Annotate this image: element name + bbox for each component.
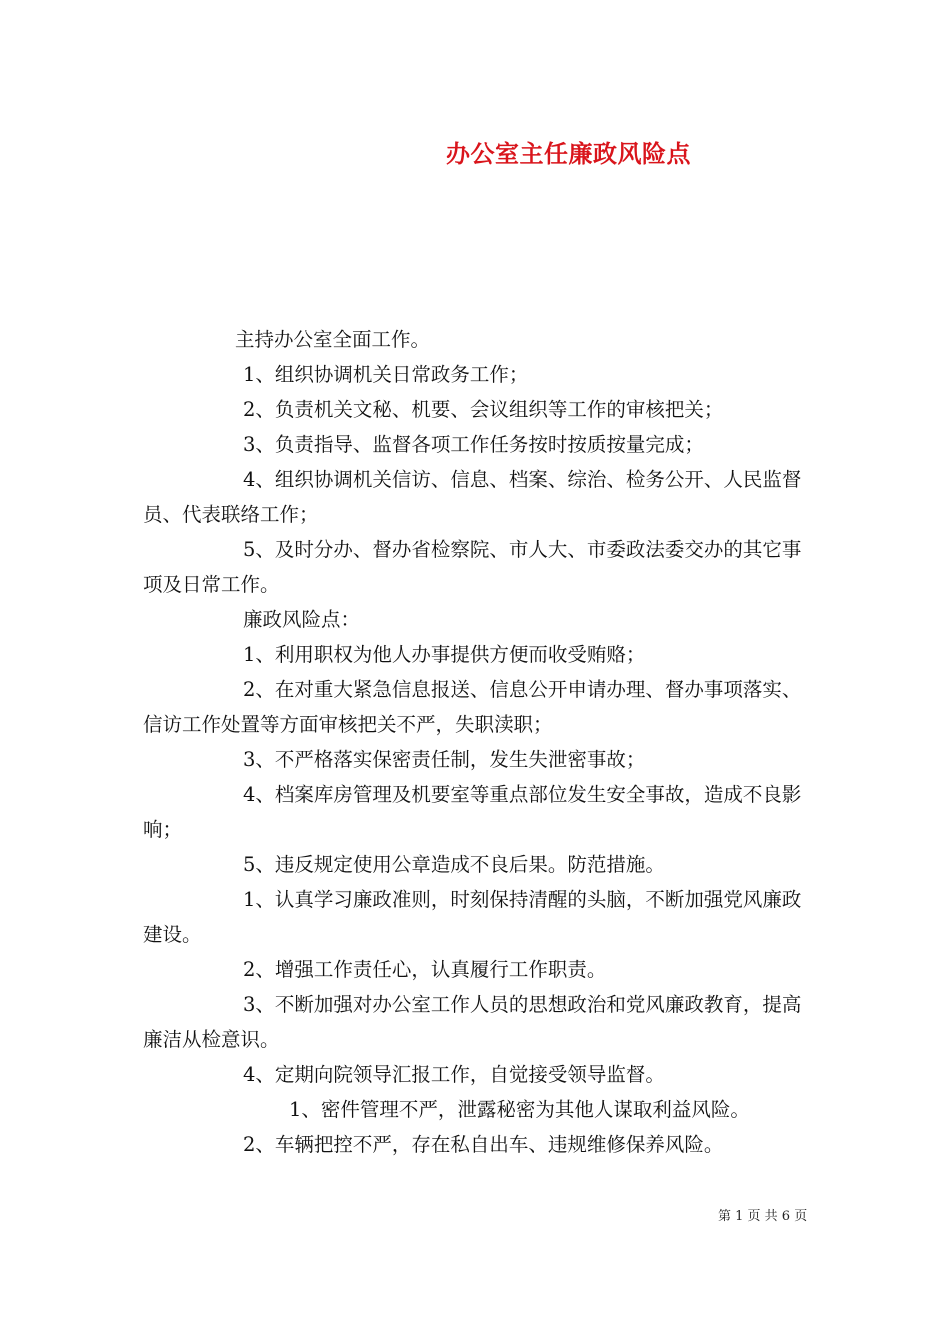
paragraph-1: 1、组织协调机关日常政务工作； — [243, 363, 529, 386]
paragraph-4: 4、组织协调机关信访、信息、档案、综治、检务公开、人民监督员、代表联络工作； — [143, 468, 802, 526]
paragraph-17: 2、车辆把控不严，存在私自出车、违规维修保养风险。 — [243, 1133, 724, 1156]
paragraph-13: 2、增强工作责任心，认真履行工作职责。 — [243, 958, 607, 981]
paragraph-12: 1、认真学习廉政准则，时刻保持清醒的头脑，不断加强党风廉政建设。 — [143, 888, 802, 946]
paragraph-14: 3、不断加强对办公室工作人员的思想政治和党风廉政教育，提高廉洁从检意识。 — [143, 993, 802, 1051]
paragraph-6: 廉政风险点： — [243, 608, 361, 631]
document-body — [143, 322, 811, 1162]
paragraph-0: 主持办公室全面工作。 — [235, 328, 431, 351]
paragraph-9: 3、不严格落实保密责任制，发生失泄密事故； — [243, 748, 646, 771]
paragraph-10: 4、档案库房管理及机要室等重点部位发生安全事故，造成不良影响； — [143, 783, 802, 841]
paragraph-16: 1、密件管理不严，泄露秘密为其他人谋取利益风险。 — [289, 1098, 750, 1121]
paragraph-11: 5、违反规定使用公章造成不良后果。防范措施。 — [243, 853, 665, 876]
paragraph-3: 3、负责指导、监督各项工作任务按时按质按量完成； — [243, 433, 704, 456]
paragraph-5: 5、及时分办、督办省检察院、市人大、市委政法委交办的其它事项及日常工作。 — [143, 538, 802, 596]
paragraph-8: 2、在对重大紧急信息报送、信息公开申请办理、督办事项落实、信访工作处置等方面审核把关不严，失职渎职； — [143, 678, 802, 736]
paragraph-7: 1、利用职权为他人办事提供方便而收受贿赂； — [243, 643, 646, 666]
paragraph-15: 4、定期向院领导汇报工作，自觉接受领导监督。 — [243, 1063, 665, 1086]
page-number-footer: 第 1 页 共 6 页 — [718, 1209, 808, 1224]
paragraph-2: 2、负责机关文秘、机要、会议组织等工作的审核把关； — [243, 398, 724, 421]
document-title: 办公室主任廉政风险点 — [446, 139, 691, 168]
